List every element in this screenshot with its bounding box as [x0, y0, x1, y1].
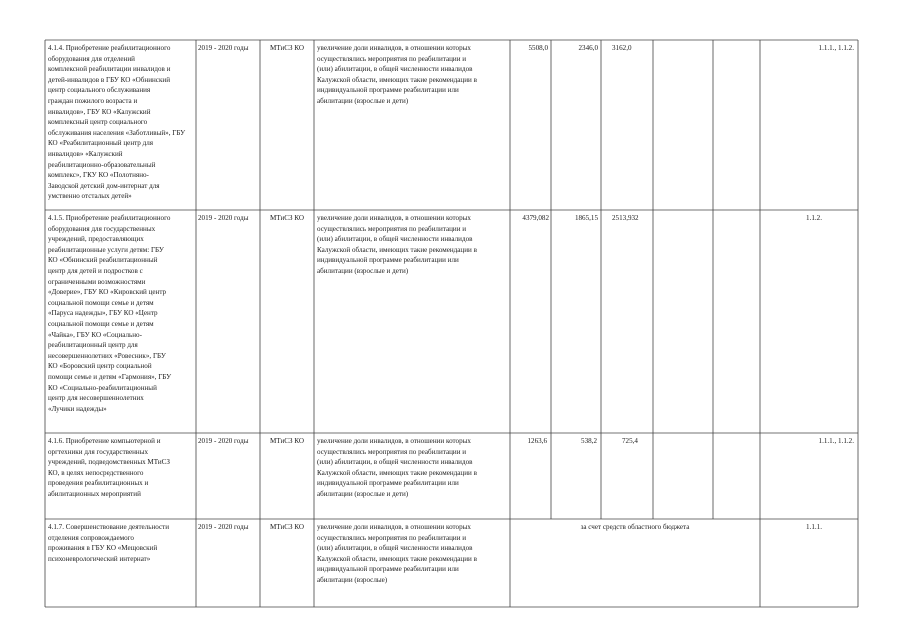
row-3-measure: 4.1.6. Приобретение компьютерной и оргтехники для государственных учреждений, подведомственных МТиСЗ КО, в целях непосредственного проведения реабилитационных и абилитационных мероприятий [48, 437, 170, 498]
row-3-year-2019: 538,2 [581, 437, 597, 445]
row-2-period: 2019 - 2020 годы [198, 214, 249, 222]
row-2-year-2020: 2513,932 [612, 214, 639, 222]
row-3-total: 1263,6 [527, 437, 547, 445]
row-1-period: 2019 - 2020 годы [198, 44, 249, 52]
row-2-executor: МТиСЗ КО [270, 214, 304, 222]
row-2-indicator: увеличение доли инвалидов, в отношении которых осуществлялись мероприятия по реабилитации и (или) абилитации, в общей численности инвалидов Калужской области, имеющих такие рекомендации в индивидуальной программе реабилитации или абилитации (взрослые и дети) [317, 214, 477, 275]
row-4-measure: 4.1.7. Совершенствование деятельности отделения сопровождаемого проживания в ГБУ КО «Мещовский психоневрологический интернат» [48, 523, 170, 563]
row-1-year-2019: 2346,0 [578, 44, 598, 52]
row-1-indicator: увеличение доли инвалидов, в отношении которых осуществлялись мероприятия по реабилитации и (или) абилитации, в общей численности инвалидов Калужской области, имеющих такие рекомендации в индивидуальной программе реабилитации или абилитации (взрослые и дети) [317, 44, 477, 105]
row-1-total: 5508,0 [528, 44, 548, 52]
row-4-period: 2019 - 2020 годы [198, 523, 249, 531]
row-2-total: 4379,082 [522, 214, 549, 222]
row-2-year-2019: 1865,15 [574, 214, 598, 222]
row-3-executor: МТиСЗ КО [270, 437, 304, 445]
row-3-indicator: увеличение доли инвалидов, в отношении которых осуществлялись мероприятия по реабилитации и (или) абилитации, в общей численности инвалидов Калужской области, имеющих такие рекомендации в индивидуальной программе реабилитации или абилитации (взрослые и дети) [317, 437, 477, 498]
row-2-links: 1.1.2. [806, 214, 822, 222]
row-3-period: 2019 - 2020 годы [198, 437, 249, 445]
row-3-year-2020: 725,4 [622, 437, 638, 445]
row-4-funding-note: за счет средств областного бюджета [580, 523, 690, 531]
row-4-executor: МТиСЗ КО [270, 523, 304, 531]
row-3-links: 1.1.1., 1.1.2. [818, 437, 854, 445]
row-2-measure: 4.1.5. Приобретение реабилитационного оборудования для государственных учреждений, предоставляющих реабилитационные услуги детям: ГБУ КО «Обнинский реабилитационный центр для детей и подростков с ограниченными возможностями «Доверие», ГБУ КО «Кировский центр социальной помощи семье и детям «Паруса надежды», ГБУ КО «Центр социальной помощи семье и детям «Чайка», ГБУ КО «Социально- реабилитационный центр для несовершеннолетних «Ровесник», ГБУ КО «Боровский центр социальной помощи семье и детям «Гармония», ГБУ КО «Социально-реабилитационный центр для несовершеннолетних «Лучики надежды» [48, 214, 172, 413]
row-4-indicator: увеличение доли инвалидов, в отношении которых осуществлялись мероприятия по реабилитации и (или) абилитации, в общей численности инвалидов Калужской области, имеющих такие рекомендации в индивидуальной программе реабилитации или абилитации (взрослые) [317, 523, 477, 584]
row-1-links: 1.1.1., 1.1.2. [818, 44, 854, 52]
row-4-links: 1.1.1. [806, 523, 822, 531]
row-1-measure: 4.1.4. Приобретение реабилитационного оборудования для отделений комплексной реабилитации инвалидов и детей-инвалидов в ГБУ КО «Обнинский центр социального обслуживания граждан пожилого возраста и инвалидов», ГБУ КО «Калужский комплексный центр социального обслуживания населения «Заботливый», ГБУ КО «Реабилитационный центр для инвалидов» «Калужский реабилитационно-образовательный комплекс», ГКУ КО «Полотняно- Заводской детский дом-интернат для умственно отсталых детей» [48, 44, 186, 201]
row-1-executor: МТиСЗ КО [270, 44, 304, 52]
row-1-year-2020: 3162,0 [612, 44, 632, 52]
